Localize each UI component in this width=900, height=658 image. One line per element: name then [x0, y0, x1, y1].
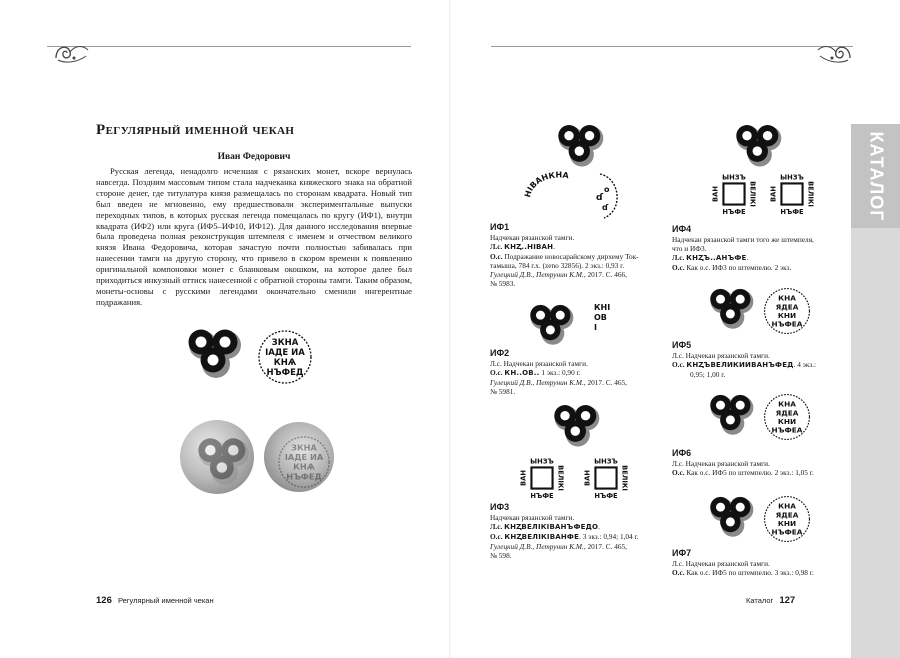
entry-text: Л.с. Надчекан рязанской тамги. [672, 351, 770, 360]
svg-text:І: І [594, 323, 597, 332]
entry-legend: КН..ОВ.. [504, 369, 540, 377]
entry-text: Как о.с. ИФ5 по штемпелю. 2 экз.: 1,05 г. [686, 468, 814, 477]
entry-text: Л.с. Надчекан рязанской тамги. [672, 459, 770, 468]
entry-code: ИФ5 [672, 340, 692, 350]
entry-text: Подражание новосарайскому дирхему Ток- [504, 252, 639, 261]
entry-line [490, 542, 670, 551]
entry-text: 1 экз.: 0,90 г. [539, 368, 581, 377]
svg-text:о: о [604, 185, 610, 194]
entry-line [490, 513, 670, 522]
if3-square-legend-left-icon [518, 454, 566, 502]
catalog-entry-if7 [672, 548, 842, 577]
entry-line [490, 279, 670, 288]
entry-side-label: О.с. [490, 252, 503, 261]
section-heading: Регулярный именной чекан [96, 122, 295, 138]
entry-line [672, 253, 842, 263]
entry-text: . [598, 522, 600, 531]
right-page-number: 127 [779, 595, 796, 606]
if6-legend-circle-icon [762, 392, 812, 442]
entry-side-label: Л.с. [490, 522, 503, 531]
entry-line [672, 370, 842, 379]
if1-partial-circle-icon [590, 170, 626, 222]
entry-line [490, 359, 670, 368]
entry-code: ИФ6 [672, 448, 692, 458]
if7-tamga-icon [708, 494, 756, 540]
entry-line [672, 351, 842, 360]
entry-side-label: О.с. [672, 568, 685, 577]
entry-reference: Гулецкий Д.В., Петрунин К.М. [490, 270, 584, 279]
entry-text: . [553, 242, 556, 251]
catalog-entry-if3 [490, 502, 670, 560]
entry-text: , 2017. С. 466, [583, 270, 628, 279]
entry-side-label: О.с. [672, 468, 685, 477]
legend-circle-illustration-left [256, 328, 314, 386]
entry-code: ИФ2 [490, 348, 510, 358]
entry-side-label: О.с. [672, 360, 685, 369]
svg-text:НІВАНКНА: НІВАНКНА [522, 170, 570, 199]
entry-text: Надчекан рязанской тамги. [490, 513, 575, 522]
entry-line [490, 368, 670, 378]
entry-line [490, 242, 670, 252]
entry-text: тамыша, 784 г.х. (zeno 32856). 2 экз.: 0,93 г. [490, 261, 625, 270]
entry-side-label: О.с. [490, 532, 503, 541]
entry-text: Как о.с. ИФ3 по штемпелю. 2 экз. [686, 263, 792, 272]
header-rule-right [491, 46, 853, 47]
entry-code: ИФ7 [672, 548, 692, 558]
entry-line [490, 522, 670, 532]
entry-reference: Гулецкий Д.В., Петрунин К.М. [490, 378, 584, 387]
catalog-entry-if5 [672, 340, 842, 379]
entry-line [672, 263, 842, 272]
entry-legend: КНⱫ..НIВАН [504, 243, 554, 251]
entry-code: ИФ3 [490, 502, 510, 512]
catalog-side-tab-label: КАТАЛОГ [866, 130, 887, 222]
svg-text:ОВ: ОВ [594, 313, 607, 322]
entry-line [490, 233, 670, 242]
entry-legend: КНⱫЪВЕЛИКИИВАНЪФЕД [686, 361, 794, 369]
entry-line [672, 559, 842, 568]
body-paragraph: Русская легенда, ненадолго исчезшая с рязанских монет, вскоре вернулась навсегда. Поздним массовым типом стала надчеканка княжеского знака на обратной стороне денег, где титулатура князя размещалась по сторонам квадрата. Новый тип был введен не мгновенно, ему предшествовали экспериментальные выпуски переходных типов, в которых русская легенда помещалась по кругу (ИФ1), внутри квадрата (ИФ2) или круга (ИФ5–ИФ10, ИФ12). Для данного исследования впервые была проведена полная реконструкция штемпеля с именем и отчеством великого князя Ивана Федоровича, которая зачастую почти полностью забивалась при нанесении тамги на другую сторону, что привело в скором времени к появлению оригинальной компоновки монет с бланковым окошком, на которое далее был приходиться инкузный оттиск нанесенной с обратной стороны тамги. Таким образом, монеты-основы с русскими легендами окончательно сменили ингерентные подражания. [96, 166, 412, 307]
if5-tamga-icon [708, 286, 756, 332]
entry-line [490, 387, 670, 396]
entry-line [672, 235, 842, 244]
entry-text: Надчекан рязанской тамги. [490, 233, 575, 242]
entry-line [490, 261, 670, 270]
if2-tamga-icon [528, 302, 576, 348]
body-text [96, 166, 412, 308]
catalog-side-tab-label-box [851, 124, 900, 228]
coin-reverse-legend-icon [264, 422, 334, 492]
if5-legend-circle-icon [762, 286, 812, 336]
if4-tamga-icon [734, 122, 784, 170]
entry-line [490, 551, 670, 560]
entry-side-label: О.с. [490, 368, 503, 377]
svg-text:ɗ: ɗ [602, 203, 609, 212]
left-footer [96, 595, 214, 606]
entry-legend: КНⱫВЕЛIКIВАНЪФЕДО [504, 523, 599, 531]
entry-side-label: Л.с. [672, 253, 685, 262]
entry-legend: КНⱫЪ..АНЪФЕ [686, 254, 747, 262]
entry-text: № 598. [490, 551, 512, 560]
catalog-entry-if6 [672, 448, 842, 477]
svg-text:ɗ: ɗ [596, 193, 604, 203]
entry-text: Л.с. Надчекан рязанской тамги. [490, 359, 588, 368]
ornament-right-icon [814, 38, 854, 66]
entry-legend: КНⱫВЕЛIКIВАНФЕ [504, 533, 580, 541]
entry-line [672, 568, 842, 577]
entry-line [490, 270, 670, 279]
entry-code: ИФ4 [672, 224, 692, 234]
entry-text: Л.с. Надчекан рязанской тамги. [672, 559, 770, 568]
subsection-heading: Иван Федорович [217, 152, 291, 162]
if7-legend-circle-icon [762, 494, 812, 544]
entry-line [672, 459, 842, 468]
coin-photo-reverse [264, 422, 334, 492]
entry-line [490, 378, 670, 387]
catalog-entry-if1 [490, 222, 670, 288]
entry-code: ИФ1 [490, 222, 510, 232]
entry-text: Как о.с. ИФ5 по штемпелю. 3 экз.: 0,98 г. [686, 568, 814, 577]
entry-line [490, 532, 670, 542]
entry-text: № 5981. [490, 387, 516, 396]
if6-tamga-icon [708, 392, 756, 438]
if1-arc-legend-icon [524, 168, 590, 202]
entry-reference: Гулецкий Д.В., Петрунин К.М. [490, 542, 584, 551]
if2-legend-fragment-icon [590, 300, 620, 340]
entry-line [490, 252, 670, 261]
coin-photo-obverse [180, 420, 254, 494]
catalog-entry-if4 [672, 224, 842, 272]
entry-text: . 4 экз.: [793, 360, 817, 369]
svg-text:КНІ: КНІ [594, 303, 611, 312]
if4-square-legend-right-icon [768, 170, 816, 218]
entry-text: что и ИФ3. [672, 244, 707, 253]
entry-line [672, 360, 842, 370]
right-running-title: Каталог [746, 596, 774, 605]
ornament-left-icon [52, 38, 92, 66]
entry-text: № 5983. [490, 279, 516, 288]
entry-line [672, 244, 842, 253]
left-running-title: Регулярный именной чекан [117, 596, 214, 605]
entry-text: . 3 экз.: 0,94; 1,04 г. [579, 532, 639, 541]
if4-square-legend-left-icon [710, 170, 758, 218]
if3-square-legend-right-icon [582, 454, 630, 502]
entry-side-label: Л.с. [490, 242, 503, 251]
tamga-illustration-left [186, 326, 244, 382]
entry-text: 0,95; 1,00 г. [690, 370, 726, 379]
coin-obverse-stamp-icon [180, 420, 254, 494]
header-rule-left [47, 46, 411, 47]
entry-text: . [746, 253, 749, 262]
entry-text: Надчекан рязанской тамги того же штемпеля, [672, 235, 814, 244]
left-page-number: 126 [96, 595, 112, 606]
catalog-entry-if2 [490, 348, 670, 396]
entry-line [672, 468, 842, 477]
right-footer [746, 595, 795, 606]
page-gutter [449, 0, 451, 658]
if3-tamga-icon [552, 402, 602, 450]
entry-text: , 2017. С. 465, [583, 378, 628, 387]
entry-text: , 2017. С. 465, [583, 542, 628, 551]
if1-tamga-icon [556, 122, 606, 170]
entry-side-label: О.с. [672, 263, 685, 272]
